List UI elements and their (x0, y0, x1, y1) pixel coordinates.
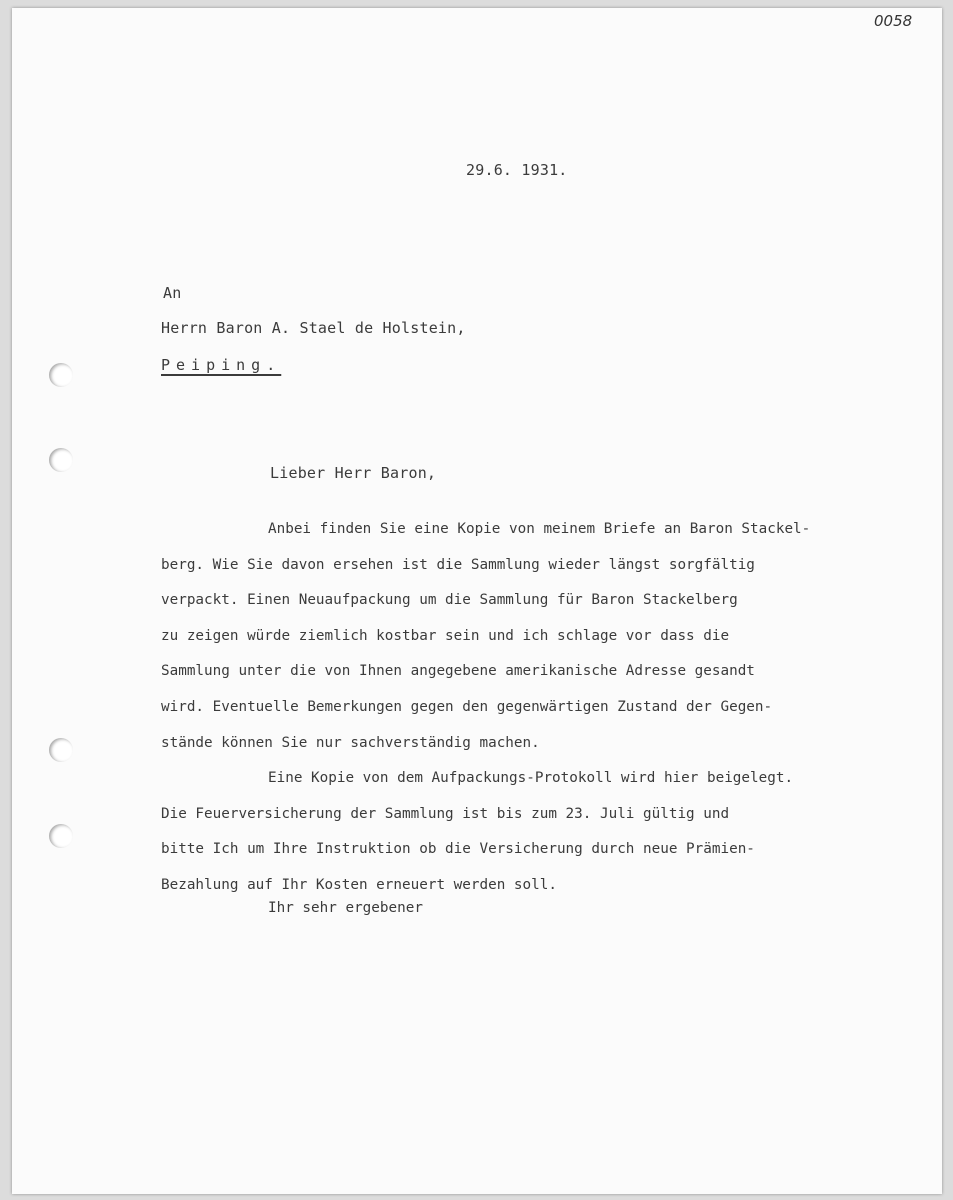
address-city: Peiping. (161, 356, 282, 374)
archive-number: 0058 (874, 12, 913, 30)
punch-hole-1 (49, 363, 73, 387)
address-prefix: An (163, 284, 182, 302)
body-line: verpackt. Einen Neuaufpackung um die Sammlung für Baron Stackelberg (161, 592, 738, 609)
paragraph-1 (161, 512, 931, 761)
body-line: Eine Kopie von dem Aufpackungs-Protokoll wird hier beigelegt. (268, 770, 794, 787)
address-recipient: Herrn Baron A. Stael de Holstein, (161, 319, 466, 337)
closing-phrase: Ihr sehr ergebener (268, 900, 423, 916)
punch-hole-2 (49, 448, 73, 472)
paragraph-2 (161, 761, 931, 903)
body-line: zu zeigen würde ziemlich kostbar sein und ich schlage vor dass die (161, 627, 730, 644)
body-line: Bezahlung auf Ihr Kosten erneuert werden soll. (161, 876, 557, 893)
body-line: berg. Wie Sie davon ersehen ist die Sammlung wieder längst sorgfältig (161, 556, 755, 573)
body-line: wird. Eventuelle Bemerkungen gegen den gegenwärtigen Zustand der Gegen- (161, 698, 773, 715)
body-line: Die Feuerversicherung der Sammlung ist bis zum 23. Juli gültig und (161, 805, 730, 822)
body-line: stände können Sie nur sachverständig machen. (161, 734, 540, 751)
body-line: Anbei finden Sie eine Kopie von meinem Briefe an Baron Stackel- (268, 521, 811, 537)
body-line: bitte Ich um Ihre Instruktion ob die Versicherung durch neue Prämien- (161, 841, 755, 858)
punch-hole-3 (49, 738, 73, 762)
letter-body (161, 512, 931, 904)
salutation: Lieber Herr Baron, (270, 464, 437, 482)
punch-hole-4 (49, 824, 73, 848)
letter-date: 29.6. 1931. (466, 161, 568, 179)
body-line: Sammlung unter die von Ihnen angegebene amerikanische Adresse gesandt (161, 663, 755, 680)
